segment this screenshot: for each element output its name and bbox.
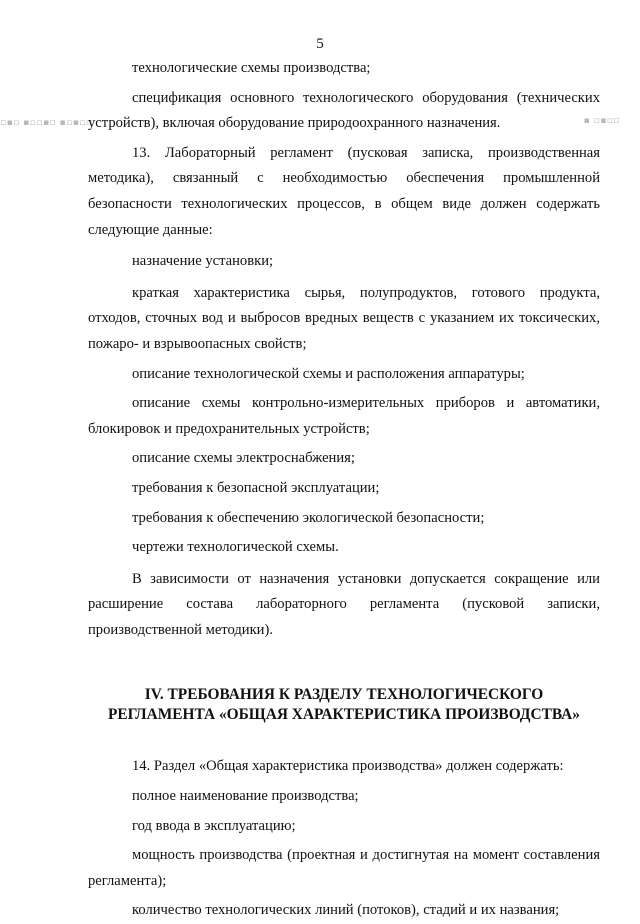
section-heading (88, 685, 600, 724)
list-item: мощность производства (проектная и достигнутая на момент составления регламента); (88, 847, 600, 889)
document-body (88, 56, 600, 924)
list-item: назначение установки; (132, 253, 274, 270)
list-item: описание схемы контрольно-измерительных приборов и автоматики, блокировок и предохранительных устройств; (88, 395, 600, 437)
list-item: требования к безопасной эксплуатации; (132, 479, 380, 496)
paragraph: спецификация основного технологического оборудования (технических устройств), включая оборудование природоохранного назначения. (88, 89, 600, 132)
list-item: описание схемы электроснабжения; (132, 450, 355, 467)
scan-artifact-right: ▪ ▫▪▫▫ (583, 116, 620, 126)
paragraph: 14. Раздел «Общая характеристика производства» должен содержать: (132, 758, 564, 775)
list-item: количество технологических линий (потоков), стадий и их названия; (132, 902, 560, 919)
section-heading-line: IV. ТРЕБОВАНИЯ К РАЗДЕЛУ ТЕХНОЛОГИЧЕСКОГО (144, 686, 544, 704)
paragraph: технологические схемы производства; (132, 60, 371, 76)
list-item: описание технологической схемы и расположения аппаратуры; (132, 365, 525, 382)
page-number: 5 (316, 36, 324, 52)
paragraph: 13. Лабораторный регламент (пусковая записка, производственная методика), связанный с необходимостью обеспечения промышленной безопасности технологических процессов, в общем виде должен содержать следующие данные: (88, 144, 600, 238)
list-item: год ввода в эксплуатацию; (132, 817, 296, 834)
list-item: полное наименование производства; (132, 788, 359, 805)
scan-artifact-left: ▫▪▫ ▪▫▫▪▫ ▪▫▪▫▫ (0, 118, 93, 128)
list-item: требования к обеспечению экологической безопасности; (132, 509, 485, 526)
paragraph: В зависимости от назначения установки допускается сокращение или расширение состава лабораторного регламента (пусковой записки, производственной методики). (88, 570, 600, 638)
list-item: чертежи технологической схемы. (132, 539, 339, 556)
list-item: краткая характеристика сырья, полупродуктов, готового продукта, отходов, сточных вод и выбросов вредных веществ с указанием их токсических, пожаро- и взрывоопасных свойств; (88, 284, 600, 352)
section-heading-line: РЕГЛАМЕНТА «ОБЩАЯ ХАРАКТЕРИСТИКА ПРОИЗВОДСТВА» (108, 705, 580, 723)
